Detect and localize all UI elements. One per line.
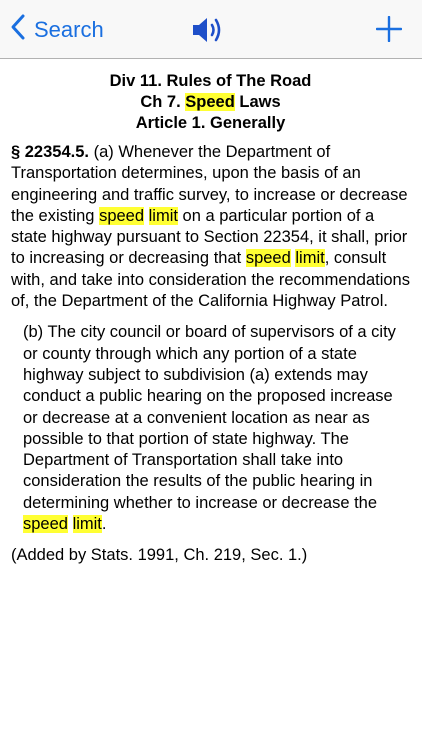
subdivision-b-text-1: (b) The city council or board of supervisors of a city or county through which any portion of a state highway subject to subdivision (a) extends may conduct a public hearing on the proposed increase or decrease at a convenient location as near as possible to that portion of state highway. The Department of Transportation shall take into consideration the results of the public hearing in determining whether to increase or decrease the bbox=[23, 323, 396, 512]
speaker-icon bbox=[190, 34, 230, 51]
chapter-heading bbox=[11, 92, 410, 113]
highlight-limit: limit bbox=[148, 206, 178, 225]
chapter-prefix: Ch 7. bbox=[140, 93, 181, 111]
subdivision-a-text-3: , consult with, and take into consideration the recommendations of, the Department of the California Highway Patrol. bbox=[11, 249, 410, 311]
history-note: (Added by Stats. 1991, Ch. 219, Sec. 1.) bbox=[11, 546, 308, 565]
subdivision-a bbox=[11, 142, 410, 312]
subdivision-b bbox=[11, 322, 410, 535]
division-heading: Div 11. Rules of The Road bbox=[109, 72, 312, 90]
navigation-bar bbox=[0, 0, 422, 59]
chevron-left-icon bbox=[10, 13, 26, 46]
highlight-limit: limit bbox=[295, 249, 325, 268]
highlight-speed: speed bbox=[23, 515, 68, 534]
add-bookmark-button[interactable] bbox=[376, 16, 402, 47]
back-button-label: Search bbox=[34, 16, 104, 42]
law-text-content bbox=[0, 59, 422, 567]
subdivision-a-text-2: on a particular portion of a state highway pursuant to Section 22354, it shall, prior to increasing or decreasing that bbox=[11, 206, 408, 268]
chapter-highlight: Speed bbox=[185, 93, 235, 111]
subdivision-b-text-2: . bbox=[101, 515, 107, 534]
subdivision-a-text-1: (a) Whenever the Department of Transportation determines, upon the basis of an engineering and traffic survey, to increase or decrease the existing bbox=[11, 143, 408, 225]
back-button[interactable] bbox=[10, 13, 104, 46]
highlight-speed: speed bbox=[245, 249, 291, 268]
article-heading: Article 1. Generally bbox=[135, 114, 286, 132]
chapter-suffix: Laws bbox=[239, 93, 281, 111]
highlight-speed: speed bbox=[99, 206, 145, 225]
speak-button[interactable] bbox=[190, 13, 230, 52]
section-number: § 22354.5. bbox=[11, 143, 89, 161]
plus-icon bbox=[376, 29, 402, 46]
highlight-limit: limit bbox=[72, 515, 102, 534]
